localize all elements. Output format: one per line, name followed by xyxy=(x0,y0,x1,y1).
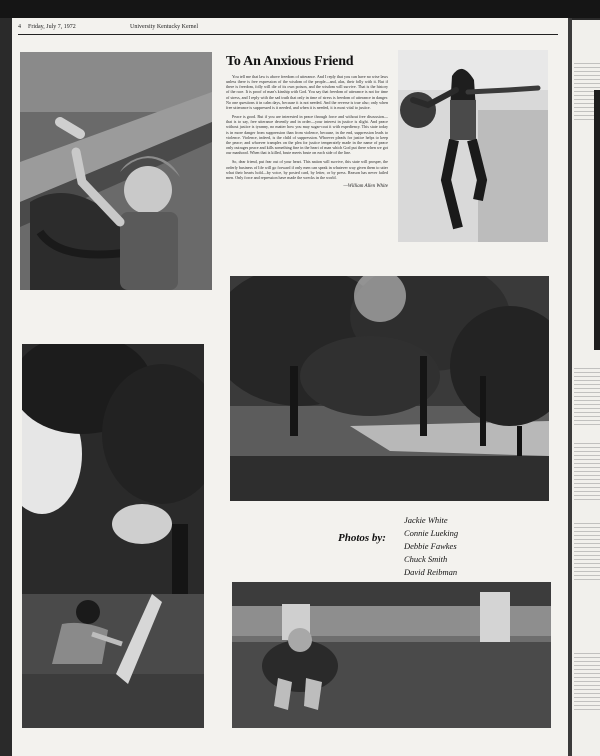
adjacent-text-fragment xyxy=(574,365,600,425)
adjacent-text-fragment xyxy=(574,520,600,580)
adjacent-page-edge xyxy=(572,20,600,756)
photo-credits-list xyxy=(404,514,458,579)
photographer-name: David Reibman xyxy=(404,567,458,577)
photographer-name: Chuck Smith xyxy=(404,554,448,564)
photo-child-on-bench xyxy=(20,52,212,290)
editorial-paragraph: Peace is good. But if you are interested in peace through force and without free discussion—that is to say, free utterance decently and in order—your interest in justice is slight. And peace without justice is tyranny, no matter how you may sugar-coat it with expediency. This state today is in more danger from suppression than from violence, because, in the end, suppression leads to violence. Violence, indeed, is the child of suppression. Whoever pleads for justice helps to keep the peace; and whoever tramples on the plea for justice temperately made in the name of peace only outrages peace and kills something fine in the heart of man which God put there when we got our manhood. When that is killed, brute meets brute on each side of the line. xyxy=(226,114,388,156)
running-head xyxy=(18,24,558,35)
photographer-name: Debbie Fawkes xyxy=(404,541,457,551)
page-number: 4 xyxy=(18,24,21,30)
photo-trees-park xyxy=(230,276,549,501)
editorial-article xyxy=(226,54,388,264)
photo-credits-label: Photos by: xyxy=(338,532,386,544)
paper-name: University Kentucky Kernel xyxy=(130,24,198,30)
editorial-paragraph: So, dear friend, put fear out of your heart. This nation will survive, this state will prosper, the orderly business of life will go forward if only men can speak in whatever way given them to utter what their hearts hold—by voice, by posted card, by letter, or by press. Reason has never failed men. Only force and repression have made the wrecks in the world. xyxy=(226,159,388,180)
adjacent-dark-bar xyxy=(594,90,600,350)
adjacent-text-fragment xyxy=(574,650,600,710)
adjacent-text-fragment xyxy=(574,440,600,500)
scan-border-top xyxy=(0,0,600,18)
photo-credits xyxy=(338,514,538,577)
photographer-name: Jackie White xyxy=(404,515,448,525)
editorial-paragraph: You tell me that law is above freedom of utterance. And I reply that you can have no wise laws unless there is free expression of the wisdom of the people—and, alas, their folly with it. But if there is freedom, folly will die of its own poison, and the wisdom will survive. That is the history of the race. It is proof of man's kinship with God. You say that freedom of utterance is not for time of stress, and I reply with the sad truth that only in time of stress is freedom of utterance in danger. No one questions it in calm days, because it is not needed. And the reverse is true also; only when free utterance is suppressed is it needed, and when it is needed, it is most vital to justice. xyxy=(226,74,388,110)
editorial-title: To An Anxious Friend xyxy=(226,54,354,69)
editorial-byline: —William Allen White xyxy=(343,183,388,189)
photo-person-on-grass xyxy=(232,582,551,728)
photographer-name: Connie Lueking xyxy=(404,528,459,538)
photo-child-under-tree xyxy=(22,344,204,728)
photo-woman-dancing xyxy=(398,50,548,242)
issue-date: Friday, July 7, 1972 xyxy=(28,24,76,30)
